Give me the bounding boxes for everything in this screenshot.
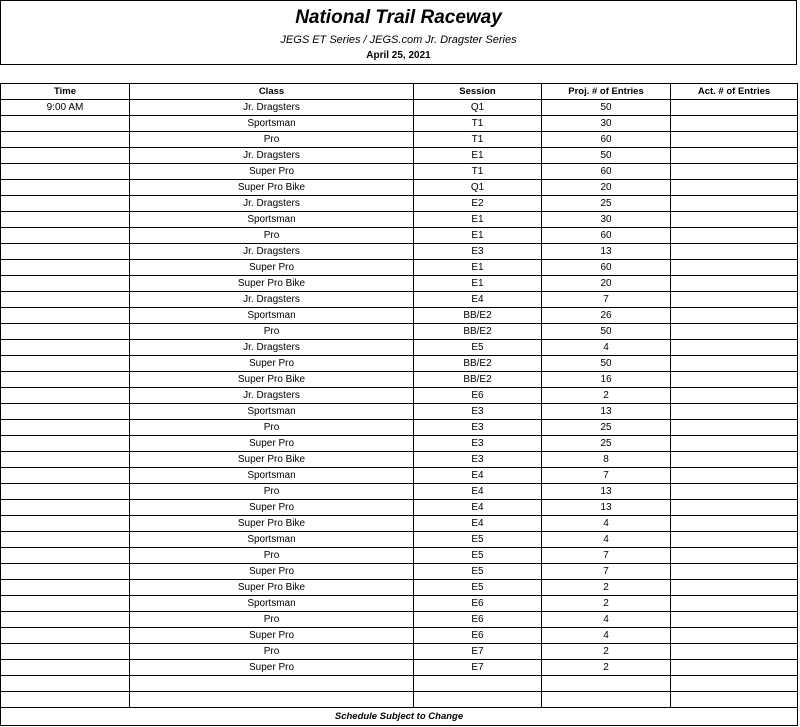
table-row [1,276,798,292]
cell-actual-entries [671,116,798,132]
cell-projected-entries: 4 [542,516,671,532]
cell-time [1,164,130,180]
cell-projected-entries: 25 [542,420,671,436]
cell-projected-entries: 13 [542,500,671,516]
cell-class: Jr. Dragsters [130,196,414,212]
table-row [1,564,798,580]
cell-projected-entries: 4 [542,340,671,356]
cell-actual-entries [671,420,798,436]
cell-class: Super Pro [130,660,414,676]
cell-class: Pro [130,228,414,244]
cell-session: E5 [414,548,542,564]
cell-session: E7 [414,660,542,676]
cell-time [1,628,130,644]
schedule-header [0,0,797,65]
cell-class: Sportsman [130,308,414,324]
table-row [1,196,798,212]
cell-class: Sportsman [130,404,414,420]
table-row [1,116,798,132]
cell-projected-entries: 20 [542,276,671,292]
cell-time [1,516,130,532]
cell-session: Q1 [414,100,542,116]
cell-time [1,356,130,372]
table-row [1,484,798,500]
column-header-session: Session [414,84,542,100]
cell-actual-entries [671,164,798,180]
table-row [1,164,798,180]
table-row [1,676,798,692]
cell-class [130,676,414,692]
cell-time [1,180,130,196]
cell-projected-entries: 7 [542,548,671,564]
cell-class: Super Pro [130,500,414,516]
cell-session: E4 [414,516,542,532]
cell-actual-entries [671,244,798,260]
cell-actual-entries [671,628,798,644]
cell-time: 9:00 AM [1,100,130,116]
cell-time [1,404,130,420]
cell-actual-entries [671,372,798,388]
cell-time [1,548,130,564]
table-row [1,420,798,436]
table-row [1,356,798,372]
table-row [1,548,798,564]
cell-session: E4 [414,292,542,308]
cell-time [1,340,130,356]
cell-class: Pro [130,484,414,500]
schedule-table [0,83,798,726]
cell-actual-entries [671,196,798,212]
event-series: JEGS ET Series / JEGS.com Jr. Dragster Series [280,34,517,46]
table-row [1,404,798,420]
cell-time [1,116,130,132]
cell-time [1,388,130,404]
cell-time [1,292,130,308]
cell-class: Pro [130,420,414,436]
cell-time [1,452,130,468]
cell-actual-entries [671,212,798,228]
cell-time [1,372,130,388]
cell-class: Super Pro Bike [130,452,414,468]
cell-time [1,436,130,452]
cell-class: Sportsman [130,596,414,612]
cell-actual-entries [671,356,798,372]
cell-class: Sportsman [130,116,414,132]
footer-row [1,708,798,726]
cell-class: Super Pro [130,260,414,276]
cell-projected-entries: 25 [542,196,671,212]
cell-class: Pro [130,324,414,340]
cell-projected-entries: 7 [542,468,671,484]
cell-class [130,692,414,708]
cell-session [414,692,542,708]
cell-time [1,324,130,340]
cell-session: E3 [414,452,542,468]
cell-class: Super Pro Bike [130,276,414,292]
schedule-body [1,100,798,708]
table-row [1,612,798,628]
cell-session: T1 [414,132,542,148]
cell-projected-entries: 4 [542,612,671,628]
page-title: National Trail Raceway [295,7,502,28]
cell-class: Super Pro Bike [130,516,414,532]
cell-time [1,260,130,276]
cell-actual-entries [671,532,798,548]
cell-session: E2 [414,196,542,212]
cell-class: Super Pro [130,564,414,580]
cell-actual-entries [671,388,798,404]
table-row [1,228,798,244]
cell-projected-entries: 60 [542,260,671,276]
cell-session [414,676,542,692]
cell-session: E1 [414,228,542,244]
cell-actual-entries [671,308,798,324]
table-row [1,500,798,516]
cell-time [1,596,130,612]
column-header-projected-entries: Proj. # of Entries [542,84,671,100]
cell-session: E5 [414,340,542,356]
cell-class: Pro [130,644,414,660]
cell-projected-entries: 50 [542,324,671,340]
schedule-note: Schedule Subject to Change [1,708,798,726]
cell-projected-entries: 16 [542,372,671,388]
cell-class: Jr. Dragsters [130,244,414,260]
cell-actual-entries [671,692,798,708]
cell-session: E1 [414,148,542,164]
table-row [1,148,798,164]
cell-session: E1 [414,212,542,228]
table-row [1,580,798,596]
cell-projected-entries: 13 [542,404,671,420]
cell-time [1,660,130,676]
cell-projected-entries: 7 [542,292,671,308]
column-header-time: Time [1,84,130,100]
cell-session: E6 [414,612,542,628]
cell-actual-entries [671,180,798,196]
table-row [1,100,798,116]
cell-time [1,308,130,324]
cell-class: Jr. Dragsters [130,148,414,164]
table-row [1,388,798,404]
table-row [1,468,798,484]
cell-time [1,244,130,260]
cell-projected-entries: 8 [542,452,671,468]
cell-time [1,676,130,692]
table-row [1,292,798,308]
cell-time [1,484,130,500]
cell-actual-entries [671,468,798,484]
cell-session: E6 [414,596,542,612]
cell-session: E5 [414,532,542,548]
cell-actual-entries [671,484,798,500]
cell-session: E6 [414,388,542,404]
table-row [1,180,798,196]
cell-class: Super Pro Bike [130,180,414,196]
cell-session: E3 [414,420,542,436]
cell-time [1,612,130,628]
cell-session: E4 [414,500,542,516]
cell-projected-entries: 50 [542,100,671,116]
column-header-actual-entries: Act. # of Entries [671,84,798,100]
table-row [1,660,798,676]
cell-actual-entries [671,676,798,692]
cell-time [1,532,130,548]
cell-session: T1 [414,116,542,132]
cell-class: Super Pro [130,164,414,180]
cell-session: E1 [414,260,542,276]
table-row [1,452,798,468]
cell-actual-entries [671,340,798,356]
cell-time [1,228,130,244]
cell-session: E1 [414,276,542,292]
table-row [1,372,798,388]
cell-session: E4 [414,468,542,484]
cell-projected-entries: 50 [542,148,671,164]
cell-actual-entries [671,260,798,276]
table-row [1,628,798,644]
cell-projected-entries: 60 [542,132,671,148]
cell-session: T1 [414,164,542,180]
cell-projected-entries: 25 [542,436,671,452]
cell-projected-entries: 2 [542,660,671,676]
cell-class: Super Pro [130,628,414,644]
cell-projected-entries: 30 [542,212,671,228]
cell-class: Super Pro [130,436,414,452]
cell-session: E3 [414,244,542,260]
cell-time [1,420,130,436]
cell-actual-entries [671,548,798,564]
cell-actual-entries [671,660,798,676]
cell-time [1,644,130,660]
cell-session: E7 [414,644,542,660]
cell-time [1,580,130,596]
table-row [1,132,798,148]
event-date: April 25, 2021 [366,50,431,61]
table-row [1,244,798,260]
cell-actual-entries [671,132,798,148]
cell-actual-entries [671,500,798,516]
table-row [1,436,798,452]
cell-time [1,692,130,708]
cell-class: Pro [130,132,414,148]
cell-class: Pro [130,548,414,564]
cell-time [1,468,130,484]
cell-session: E5 [414,564,542,580]
cell-class: Sportsman [130,212,414,228]
table-row [1,308,798,324]
cell-projected-entries: 60 [542,164,671,180]
cell-projected-entries: 2 [542,596,671,612]
cell-projected-entries: 2 [542,580,671,596]
cell-actual-entries [671,580,798,596]
cell-projected-entries: 30 [542,116,671,132]
cell-class: Super Pro Bike [130,580,414,596]
cell-projected-entries [542,692,671,708]
cell-class: Jr. Dragsters [130,388,414,404]
cell-session: E5 [414,580,542,596]
cell-actual-entries [671,436,798,452]
cell-actual-entries [671,452,798,468]
cell-actual-entries [671,644,798,660]
cell-actual-entries [671,564,798,580]
cell-session: E4 [414,484,542,500]
cell-session: E6 [414,628,542,644]
column-header-class: Class [130,84,414,100]
table-row [1,340,798,356]
cell-projected-entries: 4 [542,532,671,548]
table-row [1,212,798,228]
cell-session: BB/E2 [414,324,542,340]
cell-session: BB/E2 [414,356,542,372]
cell-time [1,276,130,292]
cell-projected-entries: 4 [542,628,671,644]
cell-actual-entries [671,292,798,308]
cell-projected-entries: 50 [542,356,671,372]
cell-class: Sportsman [130,532,414,548]
cell-actual-entries [671,148,798,164]
cell-projected-entries: 20 [542,180,671,196]
cell-class: Super Pro Bike [130,372,414,388]
cell-time [1,148,130,164]
cell-actual-entries [671,324,798,340]
table-row [1,644,798,660]
cell-projected-entries: 13 [542,244,671,260]
table-row [1,532,798,548]
table-row [1,596,798,612]
cell-session: BB/E2 [414,372,542,388]
cell-projected-entries: 2 [542,644,671,660]
cell-time [1,196,130,212]
cell-projected-entries: 13 [542,484,671,500]
cell-time [1,564,130,580]
cell-session: E3 [414,436,542,452]
cell-projected-entries: 60 [542,228,671,244]
cell-projected-entries: 7 [542,564,671,580]
cell-time [1,500,130,516]
table-row [1,260,798,276]
table-header-row [1,84,798,100]
cell-session: Q1 [414,180,542,196]
cell-session: BB/E2 [414,308,542,324]
cell-actual-entries [671,100,798,116]
cell-actual-entries [671,276,798,292]
cell-projected-entries [542,676,671,692]
cell-actual-entries [671,612,798,628]
cell-class: Jr. Dragsters [130,100,414,116]
cell-class: Pro [130,612,414,628]
cell-class: Sportsman [130,468,414,484]
cell-class: Jr. Dragsters [130,292,414,308]
table-row [1,692,798,708]
cell-projected-entries: 2 [542,388,671,404]
table-row [1,516,798,532]
cell-actual-entries [671,596,798,612]
cell-session: E3 [414,404,542,420]
cell-time [1,132,130,148]
cell-actual-entries [671,516,798,532]
cell-class: Jr. Dragsters [130,340,414,356]
table-row [1,324,798,340]
cell-projected-entries: 26 [542,308,671,324]
cell-actual-entries [671,228,798,244]
cell-actual-entries [671,404,798,420]
cell-time [1,212,130,228]
cell-class: Super Pro [130,356,414,372]
